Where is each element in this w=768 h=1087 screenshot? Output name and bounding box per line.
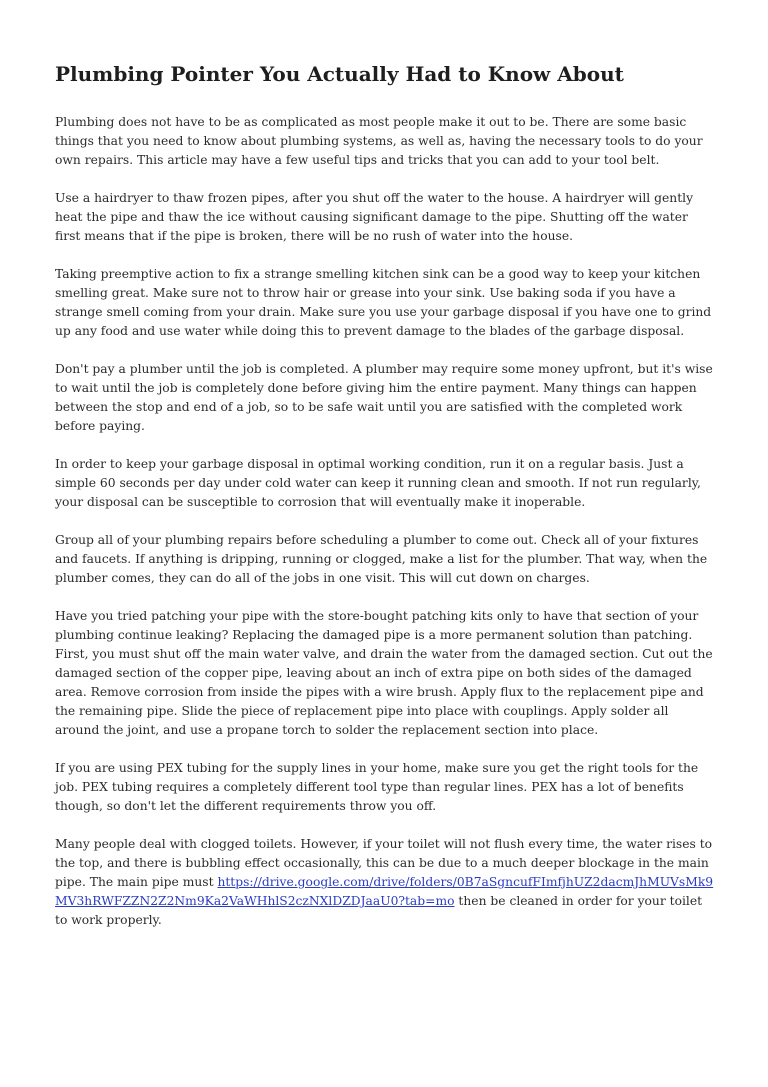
paragraph-9 [55, 835, 715, 930]
paragraph-4: Don't pay a plumber until the job is completed. A plumber may require some money upfront, but it's wise to wait until the job is completely done before giving him the entire payment. Many things can happen between the stop and end of a job, so to be safe wait until you are satisfied with the completed work before paying. [55, 362, 713, 433]
document-page [55, 60, 715, 949]
paragraph-1: Plumbing does not have to be as complicated as most people make it out to be. There are some basic things that you need to know about plumbing systems, as well as, having the necessary tools to do your own repairs. This article may have a few useful tips and tricks that you can add to your tool belt. [55, 115, 703, 167]
paragraph-9-text-before-link: Many people deal with clogged toilets. However, if your toilet will not flush every time, the water rises to the top, and there is bubbling effect occasionally, this can be due to a much deeper blockage in the main pipe. The main pipe must [55, 837, 713, 889]
page-title: Plumbing Pointer You Actually Had to Know About [55, 62, 624, 86]
paragraph-9-text-after-link: then be cleaned in order for your toilet to work properly. [55, 894, 703, 927]
paragraph-7: Have you tried patching your pipe with the store-bought patching kits only to have that section of your plumbing continue leaking? Replacing the damaged pipe is a more permanent solution than patching. First, you must shut off the main water valve, and drain the water from the damaged section. Cut out the damaged section of the copper pipe, leaving about an inch of extra pipe on both sides of the damaged area. Remove corrosion from inside the pipes with a wire brush. Apply flux to the replacement pipe and the remaining pipe. Slide the piece of replacement pipe into place with couplings. Apply solder all around the joint, and use a propane torch to solder the replacement section into place. [55, 609, 713, 737]
paragraph-3: Taking preemptive action to fix a strange smelling kitchen sink can be a good way to keep your kitchen smelling great. Make sure not to throw hair or grease into your sink. Use baking soda if you have a strange smell coming from your drain. Make sure you use your garbage disposal if you have one to grind up any food and use water while doing this to prevent damage to the blades of the garbage disposal. [55, 267, 712, 338]
paragraph-6: Group all of your plumbing repairs before scheduling a plumber to come out. Check all of your fixtures and faucets. If anything is dripping, running or clogged, make a list for the plumber. That way, when the plumber comes, they can do all of the jobs in one visit. This will cut down on charges. [55, 533, 708, 585]
paragraph-2: Use a hairdryer to thaw frozen pipes, after you shut off the water to the house. A hairdryer will gently heat the pipe and thaw the ice without causing significant damage to the pipe. Shutting off the water first means that if the pipe is broken, there will be no rush of water into the house. [55, 191, 694, 243]
paragraph-8: If you are using PEX tubing for the supply lines in your home, make sure you get the right tools for the job. PEX tubing requires a completely different tool type than regular lines. PEX has a lot of benefits though, so don't let the different requirements throw you off. [55, 761, 699, 813]
google-drive-link[interactable]: https://drive.google.com/drive/folders/0B7aSgncufFImfjhUZ2dacmJhMUVsMk9MV3hRWFZZN2Z2Nm9Ka2VaWHhlS2czNXlDZDJaaU0?tab=mo [55, 875, 714, 908]
paragraph-5: In order to keep your garbage disposal in optimal working condition, run it on a regular basis. Just a simple 60 seconds per day under cold water can keep it running clean and smooth. If not run regularly, your disposal can be susceptible to corrosion that will eventually make it inoperable. [55, 457, 701, 509]
